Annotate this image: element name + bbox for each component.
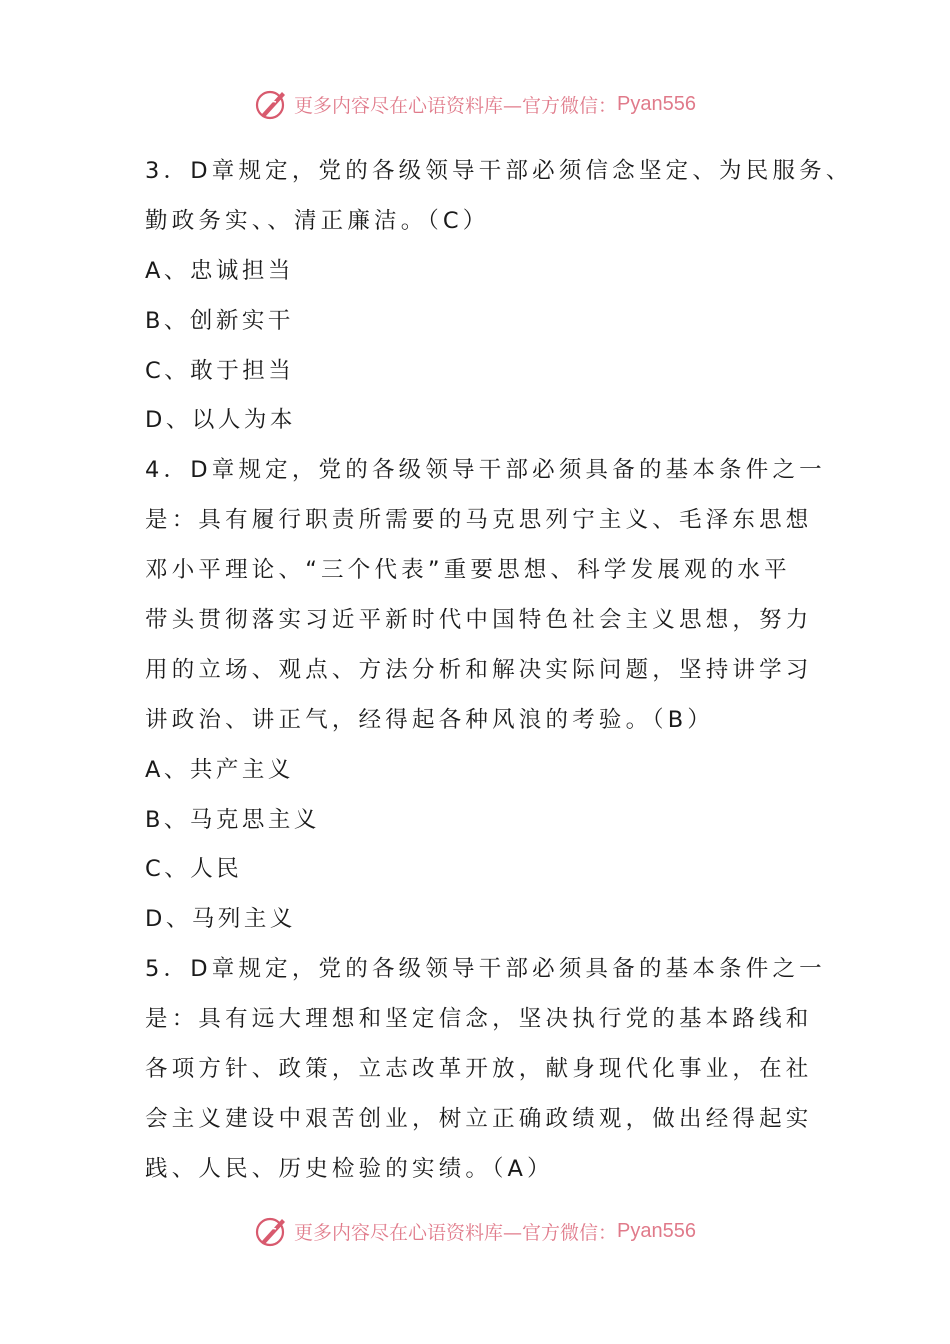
- question-3-option-d: D、以人为本: [145, 407, 296, 434]
- question-5-line-4: 会主义建设中艰苦创业，树立正确政绩观，做出经得起实: [145, 1105, 813, 1132]
- footer-banner: [0, 1211, 950, 1251]
- question-5-line-5: 践、人民、历史检验的实绩。（A）: [145, 1155, 554, 1182]
- question-5-line-1: 5．D章规定，党的各级领导干部必须具备的基本条件之一: [145, 956, 826, 983]
- banner-wechat-id: Pyan556: [617, 1219, 696, 1242]
- question-4-option-c: C、人民: [145, 856, 243, 883]
- question-4-option-d: D、马列主义: [145, 906, 296, 933]
- header-banner: [0, 84, 950, 124]
- question-3-option-c: C、敢于担当: [145, 357, 295, 384]
- banner-text: 更多内容尽在心语资料库—官方微信：: [294, 1221, 618, 1244]
- banner-wechat-id: Pyan556: [617, 92, 696, 115]
- question-4-line-6: 讲政治、讲正气，经得起各种风浪的考验。（B）: [145, 706, 715, 733]
- question-3-option-a: A、忠诚担当: [145, 257, 294, 284]
- question-4-line-2: 是：具有履行职责所需要的马克思列宁主义、毛泽东思想: [145, 507, 813, 534]
- document-body: [145, 147, 853, 1195]
- question-4-line-1: 4．D章规定，党的各级领导干部必须具备的基本条件之一: [145, 457, 826, 484]
- question-3-line-1: 3．D章规定，党的各级领导干部必须信念坚定、为民服务、: [145, 158, 853, 184]
- question-4-option-a: A、共产主义: [145, 756, 294, 783]
- question-3-option-b: B、创新实干: [145, 307, 294, 334]
- pen-logo-icon: [254, 86, 290, 122]
- question-4-line-4: 带头贯彻落实习近平新时代中国特色社会主义思想，努力: [145, 607, 813, 634]
- banner-text: 更多内容尽在心语资料库—官方微信：: [294, 94, 618, 117]
- question-3-line-2: 勤政务实、、清正廉洁。（C）: [145, 207, 490, 234]
- pen-logo-icon: [254, 1213, 290, 1249]
- question-4-line-3: 邓小平理论、“三个代表”重要思想、科学发展观的水平: [145, 557, 791, 584]
- question-4-option-b: B、马克思主义: [145, 806, 320, 833]
- question-4-line-5: 用的立场、观点、方法分析和解决实际问题，坚持讲学习: [145, 656, 813, 683]
- question-5-line-2: 是：具有远大理想和坚定信念，坚决执行党的基本路线和: [145, 1006, 813, 1033]
- question-5-line-3: 各项方针、政策，立志改革开放，献身现代化事业，在社: [145, 1056, 813, 1083]
